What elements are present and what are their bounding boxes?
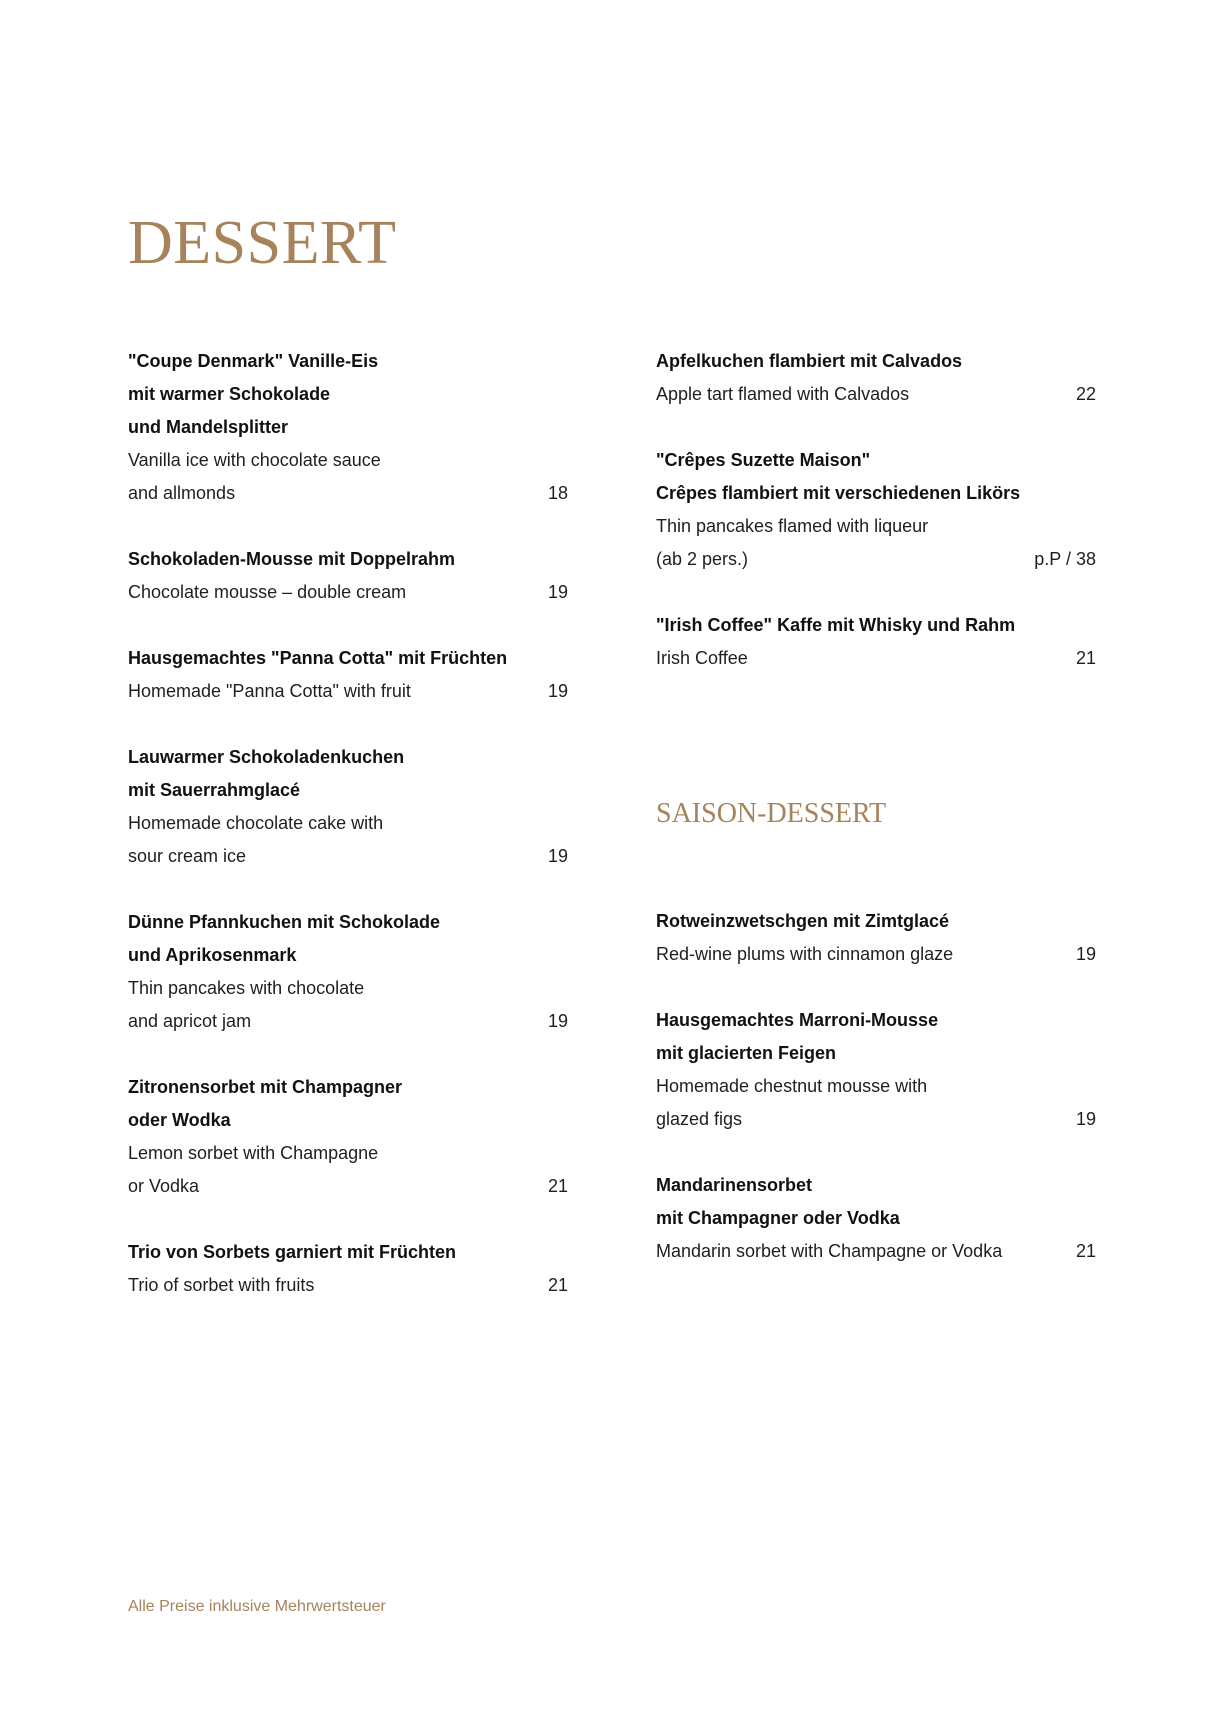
dish-name-de [656,1169,1096,1202]
dessert-list-left [128,345,568,1335]
dish-name-de [656,444,1096,477]
dish-name-de-text: Mandarinensorbet [656,1175,813,1195]
menu-item [656,444,1096,576]
price: p.P / 38 [1034,549,1096,569]
dish-name-de-text: Lauwarmer Schokoladenkuchen [128,747,405,767]
dish-name-en-text: glazed figs [656,1109,743,1129]
dish-name-en [128,840,568,873]
dish-name-de [128,1071,568,1104]
price: 21 [1075,648,1096,668]
dish-name-de [656,1037,1096,1070]
price: 19 [547,846,568,866]
dish-name-de-text: oder Wodka [128,1110,231,1130]
dish-name-de [656,1202,1096,1235]
dish-name-en-text: Homemade chocolate cake with [128,813,384,833]
dish-name-en-text: Homemade chestnut mousse with [656,1076,928,1096]
dish-name-de [656,609,1096,642]
dish-name-en [128,1269,568,1302]
price: 19 [1075,944,1096,964]
dish-name-de [128,345,568,378]
saison-dessert-list [656,905,1096,1301]
dish-name-en [128,576,568,609]
price: 21 [547,1275,568,1295]
dish-name-en-text: Trio of sorbet with fruits [128,1275,315,1295]
dish-name-en-text: Thin pancakes flamed with liqueur [656,516,929,536]
dish-name-de-text: und Mandelsplitter [128,417,289,437]
dish-name-en-text: (ab 2 pers.) [656,549,749,569]
menu-item [656,905,1096,971]
dish-name-de [128,378,568,411]
menu-item [656,1169,1096,1268]
price: 21 [1075,1241,1096,1261]
dish-name-en-text: and apricot jam [128,1011,252,1031]
dish-name-de [128,642,568,675]
dish-name-de [128,543,568,576]
menu-item [128,906,568,1038]
dish-name-en [656,938,1096,971]
dish-name-en-text: Thin pancakes with chocolate [128,978,365,998]
dish-name-de-text: mit warmer Schokolade [128,384,331,404]
dish-name-de [128,1236,568,1269]
dish-name-de-text: Hausgemachtes Marroni-Mousse [656,1010,939,1030]
menu-item [656,1004,1096,1136]
dish-name-en [656,1103,1096,1136]
dish-name-de-text: Apfelkuchen flambiert mit Calvados [656,351,963,371]
dish-name-de-text: "Crêpes Suzette Maison" [656,450,871,470]
price: 21 [547,1176,568,1196]
dish-name-en [656,543,1096,576]
dish-name-de-text: mit Champagner oder Vodka [656,1208,900,1228]
dish-name-de-text: Dünne Pfannkuchen mit Schokolade [128,912,441,932]
dessert-list-right [656,345,1096,708]
price: 18 [547,483,568,503]
dish-name-en [128,444,568,477]
dish-name-de-text: Crêpes flambiert mit verschiedenen Likörs [656,483,1021,503]
menu-item [128,543,568,609]
menu-item [128,1236,568,1302]
dish-name-de [656,345,1096,378]
dish-name-de-text: Hausgemachtes "Panna Cotta" mit Früchten [128,648,508,668]
dish-name-en-text: Lemon sorbet with Champagne [128,1143,379,1163]
dish-name-de [128,774,568,807]
dish-name-en-text: Chocolate mousse – double cream [128,582,407,602]
dish-name-de-text: mit Sauerrahmglacé [128,780,301,800]
dish-name-en [128,972,568,1005]
dish-name-en-text: Vanilla ice with chocolate sauce [128,450,381,470]
footer-note: Alle Preise inklusive Mehrwertsteuer [128,1598,386,1615]
price: 19 [547,681,568,701]
dish-name-en-text: Irish Coffee [656,648,748,668]
section-heading-saison: SAISON-DESSERT [656,798,887,829]
dish-name-en [656,378,1096,411]
dish-name-en [656,642,1096,675]
dish-name-en-text: and allmonds [128,483,236,503]
dish-name-de-text: Zitronensorbet mit Champagner [128,1077,403,1097]
price: 22 [1075,384,1096,404]
dish-name-en [128,675,568,708]
dish-name-de [128,411,568,444]
dish-name-en-text: Apple tart flamed with Calvados [656,384,910,404]
menu-item [128,741,568,873]
menu-item [656,345,1096,411]
price: 19 [1075,1109,1096,1129]
dish-name-en [128,477,568,510]
dish-name-de-text: Rotweinzwetschgen mit Zimtglacé [656,911,950,931]
dish-name-en [128,807,568,840]
price: 19 [547,582,568,602]
dish-name-en-text: Mandarin sorbet with Champagne or Vodka [656,1241,1003,1261]
dish-name-de-text: Schokoladen-Mousse mit Doppelrahm [128,549,456,569]
dish-name-en-text: or Vodka [128,1176,200,1196]
dish-name-en [128,1137,568,1170]
dish-name-en-text: Homemade "Panna Cotta" with fruit [128,681,411,701]
dish-name-de [128,1104,568,1137]
dish-name-de [656,477,1096,510]
dish-name-de [656,1004,1096,1037]
dish-name-de [128,906,568,939]
dish-name-en [128,1005,568,1038]
dish-name-de [128,939,568,972]
dish-name-de-text: "Coupe Denmark" Vanille-Eis [128,351,379,371]
dish-name-de [128,741,568,774]
dish-name-en [128,1170,568,1203]
menu-item [128,1071,568,1203]
menu-item [128,345,568,510]
dish-name-de-text: mit glacierten Feigen [656,1043,837,1063]
dish-name-en [656,1070,1096,1103]
dish-name-de-text: "Irish Coffee" Kaffe mit Whisky und Rahm [656,615,1016,635]
dish-name-en-text: sour cream ice [128,846,247,866]
menu-item [128,642,568,708]
dish-name-en-text: Red-wine plums with cinnamon glaze [656,944,954,964]
dish-name-de-text: Trio von Sorbets garniert mit Früchten [128,1242,457,1262]
dish-name-de [656,905,1096,938]
dish-name-en [656,1235,1096,1268]
price: 19 [547,1011,568,1031]
page-title: DESSERT [128,209,397,277]
dish-name-en [656,510,1096,543]
dish-name-de-text: und Aprikosenmark [128,945,297,965]
menu-item [656,609,1096,675]
